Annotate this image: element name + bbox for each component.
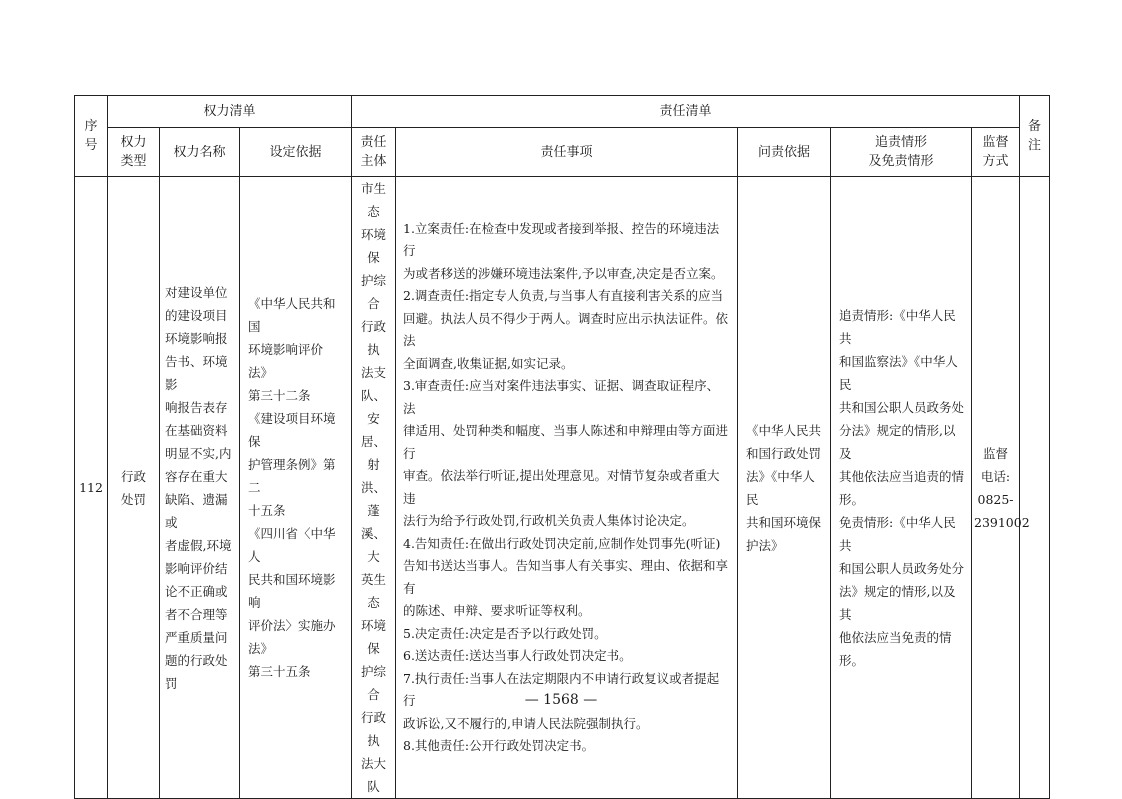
header-row-1: [75, 96, 1050, 128]
header-power-list: 权力清单: [108, 96, 352, 128]
header-resp-subject: 责任 主体: [352, 128, 396, 177]
header-remark: [1020, 96, 1050, 177]
power-type: 行政 处罚: [120, 468, 146, 507]
header-row-2: [75, 128, 1050, 177]
header-remark-label: 备注: [1028, 119, 1042, 153]
supervision-method: 监督 电话: 0825- 2391002: [974, 445, 1030, 530]
header-account-basis: 问责依据: [738, 128, 831, 177]
power-name: 对建设单位 的建设项目 环境影响报 告书、环境影 响报告表存 在基础资料 明显不实,内 容存在重大 缺陷、遗漏或 者虚假,环境 影响评价结 论不正确或 者不合理等 严重质量问 题的行政处 罚: [165, 284, 232, 691]
header-resp-list: 责任清单: [352, 96, 1020, 128]
header-account-circ: 追责情形 及免责情形: [831, 128, 972, 177]
header-seq-label: 序号: [84, 119, 98, 153]
header-power-type: 权力 类型: [108, 128, 160, 177]
header-basis: 设定依据: [240, 128, 352, 177]
header-supervision: 监督 方式: [972, 128, 1020, 177]
header-resp-items: 责任事项: [396, 128, 738, 177]
responsible-subject: 市生态 环境保 护综合 行政执 法支 队、安 居、射 洪、蓬 溪、大 英生态 环境保 护综合 行政执 法大队: [360, 181, 386, 794]
responsibility-items: 1.立案责任:在检查中发现或者接到举报、控告的环境违法行 为或者移送的涉嫌环境违法案件,予以审查,决定是否立案。 2.调查责任:指定专人负责,与当事人有直接利害关系的应当 回避。执法人员不得少于两人。调查时应出示执法证件。依法 全面调查,收集证据,如实记录。 3.审查责任:应当对案件违法事实、证据、调查取证程序、法 律适用、处罚种类和幅度、当事人陈述和申辩理由等方面进行 审查。依法举行听证,提出处理意见。对情节复杂或者重大违 法行为给予行政处罚,行政机关负责人集体讨论决定。 4.告知责任:在做出行政处罚决定前,应制作处罚事先(听证) 告知书送达当事人。告知当事人有关事实、理由、依据和享有 的陈述、申辩、要求听证等权利。 5.决定责任:决定是否予以行政处罚。 6.送达责任:送达当事人行政处罚决定书。 7.执行责任:当事人在法定期限内不申请行政复议或者提起行 政诉讼,又不履行的,申请人民法院强制执行。 8.其他责任:公开行政处罚决定书。: [403, 220, 729, 753]
accountability-circumstances: 追责情形:《中华人民共 和国监察法》《中华人民 共和国公职人员政务处 分法》规定的情形,以及 其他依法应当追责的情 形。 免责情形:《中华人民共 和国公职人员政务处分 法》规定的情形,以及其 他依法应当免责的情形。: [839, 307, 965, 668]
page-number: — 1568 —: [524, 692, 598, 708]
accountability-basis: 《中华人民共 和国行政处罚 法》《中华人民 共和国环境保 护法》: [746, 422, 822, 553]
row-number: 112: [79, 480, 103, 495]
header-seq: [75, 96, 108, 177]
legal-basis: 《中华人民共和国 环境影响评价法》 第三十二条 《建设项目环境保 护管理条例》第二 十五条 《四川省〈中华人 民共和国环境影响 评价法〉实施办法》 第三十五条: [248, 296, 336, 679]
header-power-name: 权力名称: [160, 128, 240, 177]
